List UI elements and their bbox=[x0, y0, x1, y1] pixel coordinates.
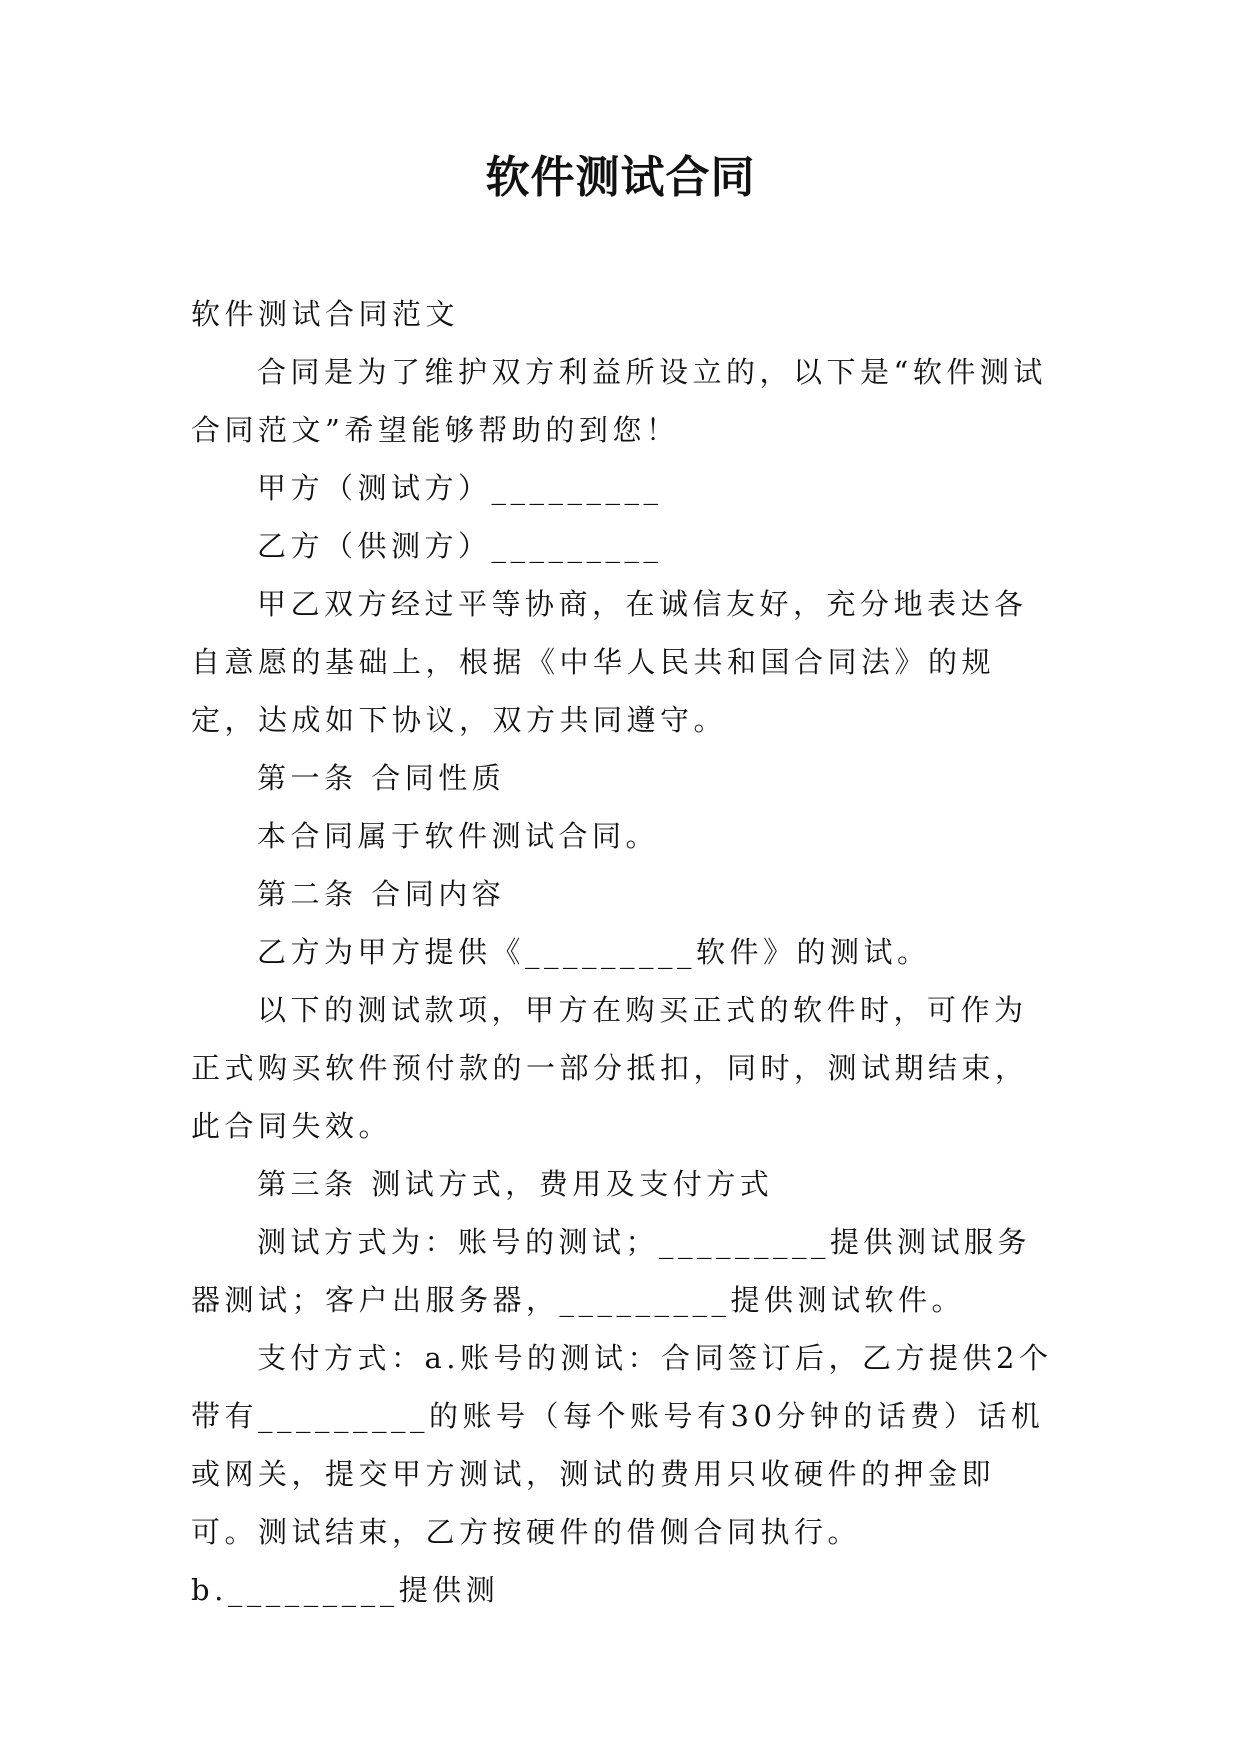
subtitle-paragraph: 软件测试合同范文 bbox=[191, 297, 460, 331]
payment-method-paragraph: 支付方式：a.账号的测试：合同签订后，乙方提供2个带有_________的账号（每个账号有30分钟的话费）话机或网关，提交甲方测试，测试的费用只收硬件的押金即可。测试结束，乙方按硬件的借侧合同执行。b._________提供测 bbox=[191, 1341, 1053, 1607]
party-a-line: 甲方（测试方）_________ bbox=[257, 471, 663, 505]
test-method-paragraph: 测试方式为：账号的测试；_________提供测试服务器测试；客户出服务器，_________提供测试软件。 bbox=[191, 1225, 1032, 1317]
article-1-text: 本合同属于软件测试合同。 bbox=[257, 819, 660, 853]
intro-paragraph: 合同是为了维护双方利益所设立的，以下是“软件测试合同范文”希望能够帮助的到您！ bbox=[191, 355, 1047, 447]
payment-deduction-paragraph: 以下的测试款项，甲方在购买正式的软件时，可作为正式购买软件预付款的一部分抵扣，同时，测试期结束，此合同失效。 bbox=[191, 993, 1029, 1143]
agreement-paragraph: 甲乙双方经过平等协商，在诚信友好，充分地表达各自意愿的基础上，根据《中华人民共和国合同法》的规定，达成如下协议，双方共同遵守。 bbox=[191, 587, 1028, 737]
article-2-text: 乙方为甲方提供《_________软件》的测试。 bbox=[257, 935, 931, 969]
party-b-line: 乙方（供测方）_________ bbox=[257, 529, 663, 563]
article-3-heading: 第三条 测试方式，费用及支付方式 bbox=[257, 1167, 774, 1201]
document-body bbox=[191, 285, 1053, 1619]
document-title: 软件测试合同 bbox=[485, 152, 756, 203]
article-1-heading: 第一条 合同性质 bbox=[257, 761, 506, 795]
article-2-heading: 第二条 合同内容 bbox=[257, 877, 506, 911]
